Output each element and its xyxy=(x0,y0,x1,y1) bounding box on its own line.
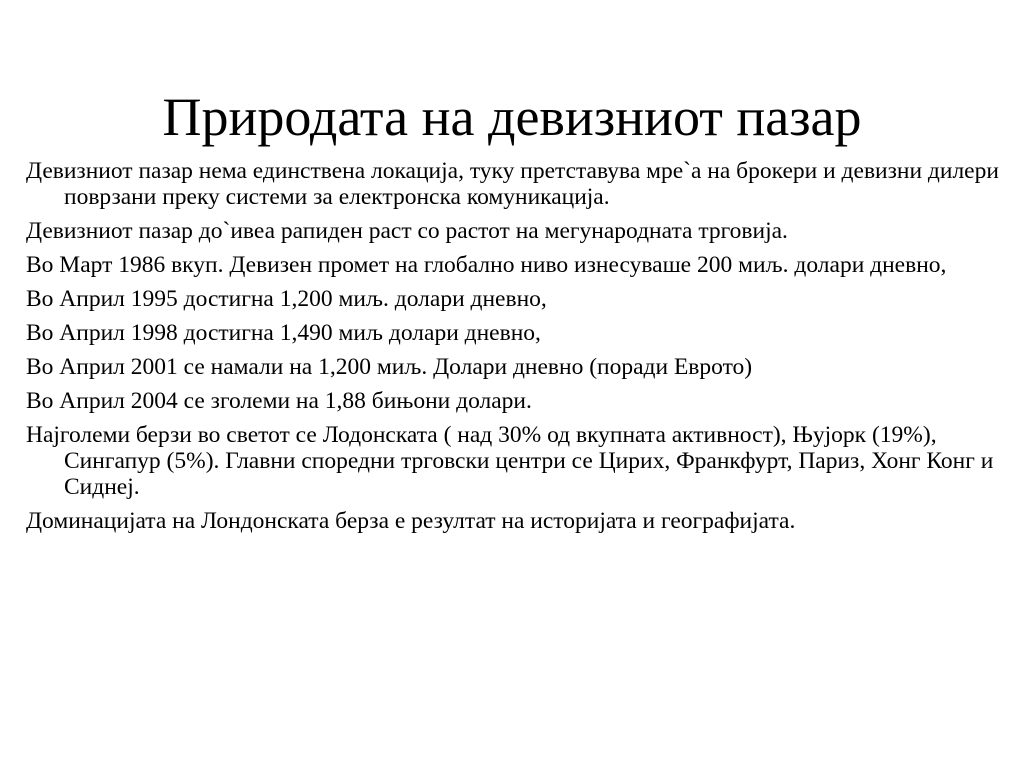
bullet-item: Во Април 2004 се зголеми на 1,88 бињони долари. xyxy=(26,388,532,414)
bullet-item: Во Април 1998 достигна 1,490 миљ долари дневно, xyxy=(26,320,541,346)
bullet-list xyxy=(26,158,1016,542)
bullet-item: Во Април 2001 се намали на 1,200 миљ. Долари дневно (поради Еврото) xyxy=(26,354,753,380)
bullet-item: Во Март 1986 вкуп. Девизен промет на глобално ниво изнесуваше 200 миљ. долари дневно, xyxy=(26,252,947,278)
bullet-item: Најголеми берзи во светот се Лодонската ( над 30% од вкупната активност), Њујорк (19%), Сингапур (5%). Главни споредни трговски центри се Цирих, Франкфурт, Париз, Хонг Конг и Сиднеј. xyxy=(26,422,994,500)
bullet-item: Девизниот пазар до`ивеа рапиден раст со растот на мегународната трговија. xyxy=(26,218,788,244)
slide-title: Природата на девизниот пазар xyxy=(162,87,862,147)
bullet-item: Доминацијата на Лондонската берза е резултат на историјата и географијата. xyxy=(26,508,796,534)
bullet-item: Девизниот пазар нема единствена локација, туку претставува мре`а на брокери и девизни дилери поврзани преку системи за електронска комуникација. xyxy=(26,158,999,210)
bullet-item: Во Април 1995 достигна 1,200 миљ. долари дневно, xyxy=(26,286,547,312)
